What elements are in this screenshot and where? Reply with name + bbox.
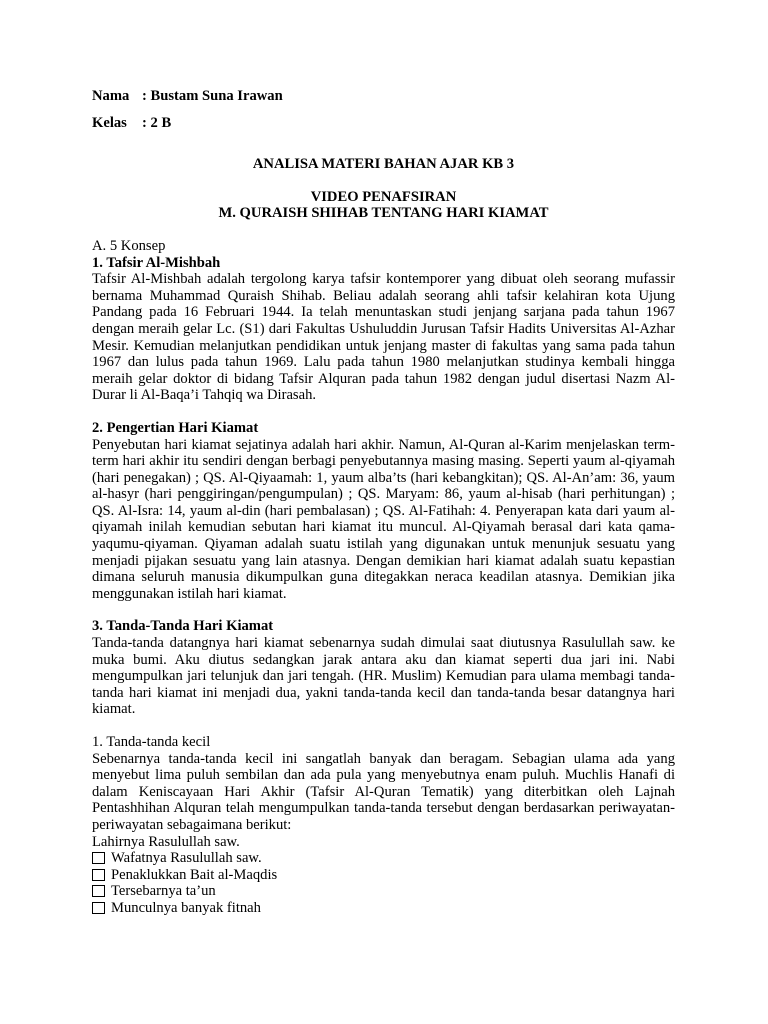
list-item bbox=[92, 867, 675, 884]
section-1-body: Tafsir Al-Mishbah adalah tergolong karya tafsir kontemporer yang dibuat oleh seorang mufassir bernama Muhammad Quraish Shihab. Beliau adalah seorang ahli tafsir kelahiran kota Ujung Pandang pada 16 Februari 1944. Ia telah menuntaskan studi jenjang sarjana pada tahun 1967 dengan meraih gelar Lc. (S1) dari Fakultas Ushuluddin Jurusan Tafsir Hadits Universitas Al-Azhar Mesir. Kemudian melanjutkan pendidikan untuk jenjang master di fakultas yang sama pada tahun 1967 dan lulus pada tahun 1969. Lalu pada tahun 1980 melanjutkan studinya kembali hingga meraih gelar doktor di bidang Tafsir Alquran pada tahun 1982 dengan judul disertasi Nazm Al-Durar li Al-Baqa’i Tahqiq wa Dirasah. bbox=[92, 271, 675, 404]
name-value: : Bustam Suna Irawan bbox=[142, 88, 283, 104]
class-value: : 2 B bbox=[142, 114, 172, 131]
list-item-text: Tersebarnya ta’un bbox=[111, 883, 216, 900]
list-item-text: Penaklukkan Bait al-Maqdis bbox=[111, 866, 278, 883]
main-title: ANALISA MATERI BAHAN AJAR KB 3 bbox=[252, 156, 515, 173]
section-a-label: A. 5 Konsep bbox=[92, 237, 166, 254]
list-item-text: Munculnya banyak fitnah bbox=[111, 899, 261, 916]
name-row bbox=[92, 88, 675, 105]
document-content bbox=[92, 88, 675, 917]
section-2-heading: 2. Pengertian Hari Kiamat bbox=[92, 419, 259, 436]
list-item-text: Wafatnya Rasulullah saw. bbox=[111, 850, 262, 867]
subsection-1-heading: 1. Tanda-tanda kecil bbox=[92, 734, 211, 750]
section-1-heading: 1. Tafsir Al-Mishbah bbox=[92, 254, 221, 271]
list-item bbox=[92, 850, 675, 867]
section-2-body: Penyebutan hari kiamat sejatinya adalah hari akhir. Namun, Al-Quran al-Karim menjelaskan term-term hari akhir itu sendiri dengan berbagi penyebutannya masing masing. Seperti yaum al-qiyamah (hari penegakan) ; QS. Al-Qiyaamah: 1, yaum alba’ts (hari kebangkitan); QS. Al-An’am: 36, yaum al-hasyr (hari penggiringan/pengumpulan) ; QS. Maryam: 86, yaum al-hisab (hari perhitungan) ; QS. Al-Isra: 14, yaum al-din (hari pembalasan) ; QS. Al-Fatihah: 4. Penyerapan kata dari yaum al-qiyamah inilah kemudian sebutan hari kiamat itu muncul. Al-Qiyamah berasal dari kata qama-yaqumu-qiyaman. Qiyaman adalah suatu istilah yang digunakan untuk menunjuk sesuatu yang menjadi pijakan sesuatu yang lain atasnya. Dengan demikian hari kiamat adalah suatu kepastian dimana seluruh manusia dikumpulkan guna ditegakkan neraca keadilan atasnya. Demikian jika menggunakan istilah hari kiamat. bbox=[92, 436, 675, 602]
name-label: Nama bbox=[92, 88, 130, 104]
missing-glyph-icon bbox=[92, 852, 105, 864]
missing-glyph-icon bbox=[92, 869, 105, 881]
missing-glyph-icon bbox=[92, 902, 105, 914]
list-item bbox=[92, 883, 675, 900]
section-3-heading: 3. Tanda-Tanda Hari Kiamat bbox=[92, 618, 274, 635]
subtitle-1: VIDEO PENAFSIRAN bbox=[310, 188, 457, 205]
list-item bbox=[92, 900, 675, 917]
class-label: Kelas bbox=[92, 114, 127, 131]
class-row bbox=[92, 115, 675, 132]
subsection-1-body: Sebenarnya tanda-tanda kecil ini sangatlah banyak dan beragam. Sebagian ulama ada yang menyebut lima puluh sembilan dan ada pula yang menyebutnya enam puluh. Muchlis Hanafi di dalam Keniscayaan Hari Akhir (Tafsir Al-Quran Tematik) yang diterbitkan oleh Lajnah Pentashhihan Alquran telah mengumpulkan tanda-tanda tersebut dengan berdasarkan periwayatan-periwayatan sebagaimana berikut: bbox=[92, 750, 675, 833]
subtitle-2: M. QURAISH SHIHAB TENTANG HARI KIAMAT bbox=[218, 205, 549, 222]
section-3-body: Tanda-tanda datangnya hari kiamat sebenarnya sudah dimulai saat diutusnya Rasulullah saw. ke muka bumi. Aku diutus sedangkan jarak antara aku dan kiamat seperti dua jari ini. Nabi mengumpulkan jari telunjuk dan jari tengah. (HR. Muslim) Kemudian para ulama membagi tanda-tanda hari kiamat ini menjadi dua, yakni tanda-tanda kecil dan tanda-tanda besar datangnya hari kiamat. bbox=[92, 635, 675, 718]
missing-glyph-icon bbox=[92, 885, 105, 897]
list-first-line: Lahirnya Rasulullah saw. bbox=[92, 833, 240, 850]
